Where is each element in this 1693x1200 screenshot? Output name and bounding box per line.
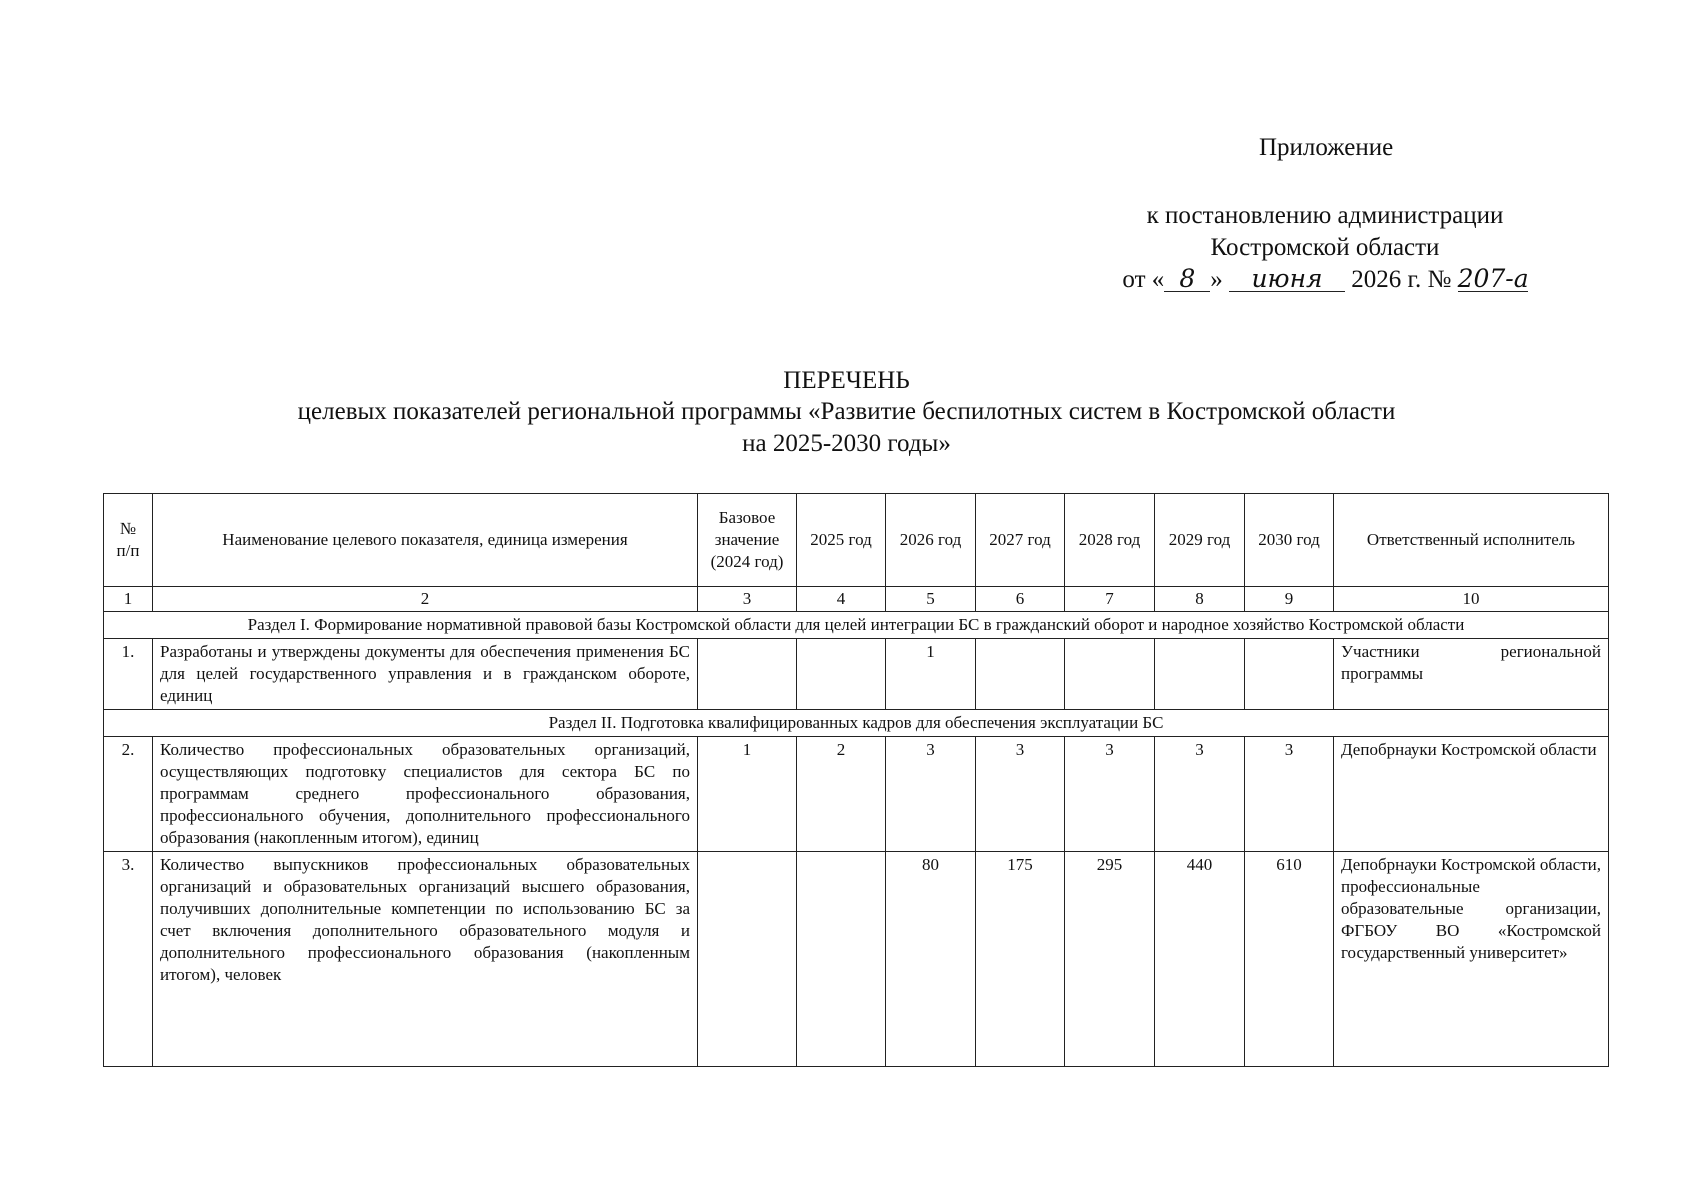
column-number: 7: [1065, 587, 1155, 612]
indicators-table: [103, 493, 1609, 1067]
document-subtitle: [0, 396, 1693, 460]
subtitle-line-1: целевых показателей региональной программы «Развитие беспилотных систем в Костромской области: [297, 398, 1396, 425]
table-row: [104, 852, 1609, 1067]
column-number: 4: [797, 587, 886, 612]
section-1-row: [104, 612, 1609, 639]
row-2025: [797, 639, 886, 710]
row-2029: 3: [1155, 737, 1245, 852]
date-mid: »: [1210, 266, 1223, 293]
section-1-title: Раздел I. Формирование нормативной правовой базы Костромской области для целей интеграции БС в гражданский оборот и народное хозяйство Костромской области: [104, 612, 1609, 639]
row-executor: Участники региональной программы: [1334, 639, 1609, 710]
column-number: 5: [886, 587, 976, 612]
row-2028: [1065, 639, 1155, 710]
table-header-row: [104, 494, 1609, 587]
column-number: 1: [104, 587, 153, 612]
handwritten-day: 8: [1164, 267, 1210, 292]
header-2026: 2026 год: [886, 494, 976, 587]
row-2027: 175: [976, 852, 1065, 1067]
decree-date-line: [1105, 264, 1545, 296]
header-2025: 2025 год: [797, 494, 886, 587]
column-number: 2: [153, 587, 698, 612]
row-2030: [1245, 639, 1334, 710]
table-row: [104, 639, 1609, 710]
date-prefix: от «: [1122, 266, 1165, 293]
column-number: 10: [1334, 587, 1609, 612]
appendix-label: Приложение: [1259, 134, 1394, 161]
row-executor: Депобрнауки Костромской области: [1334, 737, 1609, 852]
row-base: [698, 852, 797, 1067]
row-2030: 610: [1245, 852, 1334, 1067]
row-name: Количество выпускников профессиональных образовательных организаций и образовательных организаций высшего образования, получивших дополнительные компетенции по использованию БС за счет включения дополнительного образовательного модуля и дополнительного профессионального образования (накопленным итогом), человек: [153, 852, 698, 1067]
row-2028: 295: [1065, 852, 1155, 1067]
row-2026: 1: [886, 639, 976, 710]
section-2-row: [104, 710, 1609, 737]
row-2027: [976, 639, 1065, 710]
decree-reference: [1105, 200, 1545, 296]
row-executor: Депобрнауки Костромской области, профессиональные образовательные организации, ФГБОУ ВО «Костромской государственный университет»: [1334, 852, 1609, 1067]
column-number: 6: [976, 587, 1065, 612]
column-number: 3: [698, 587, 797, 612]
column-number: 8: [1155, 587, 1245, 612]
header-executor: Ответственный исполнитель: [1334, 494, 1609, 587]
header-num: № п/п: [104, 494, 153, 587]
header-name: Наименование целевого показателя, единица измерения: [153, 494, 698, 587]
header-2027: 2027 год: [976, 494, 1065, 587]
header-2028: 2028 год: [1065, 494, 1155, 587]
table-row: [104, 737, 1609, 852]
header-base: Базовое значение (2024 год): [698, 494, 797, 587]
row-num: 2.: [104, 737, 153, 852]
header-2030: 2030 год: [1245, 494, 1334, 587]
row-2030: 3: [1245, 737, 1334, 852]
decree-line-1: к постановлению администрации: [1146, 202, 1504, 229]
row-num: 1.: [104, 639, 153, 710]
date-year: 2026 г. №: [1351, 266, 1452, 293]
handwritten-number: 207-а: [1457, 264, 1529, 293]
row-2029: [1155, 639, 1245, 710]
row-base: 1: [698, 737, 797, 852]
row-num: 3.: [104, 852, 153, 1067]
row-2028: 3: [1065, 737, 1155, 852]
subtitle-line-2: на 2025-2030 годы»: [742, 430, 951, 457]
decree-line-2: Костромской области: [1210, 234, 1440, 261]
row-name: Разработаны и утверждены документы для обеспечения применения БС для целей государственного управления и в гражданском обороте, единиц: [153, 639, 698, 710]
document-title: ПЕРЕЧЕНЬ: [783, 367, 910, 394]
column-number-row: [104, 587, 1609, 612]
row-2025: [797, 852, 886, 1067]
row-base: [698, 639, 797, 710]
row-2029: 440: [1155, 852, 1245, 1067]
section-2-title: Раздел II. Подготовка квалифицированных кадров для обеспечения эксплуатации БС: [104, 710, 1609, 737]
row-2026: 3: [886, 737, 976, 852]
row-2025: 2: [797, 737, 886, 852]
row-2026: 80: [886, 852, 976, 1067]
row-name: Количество профессиональных образовательных организаций, осуществляющих подготовку специалистов для сектора БС по программам среднего профессионального образования, профессионального обучения, дополнительного профессионального образования (накопленным итогом), единиц: [153, 737, 698, 852]
column-number: 9: [1245, 587, 1334, 612]
row-2027: 3: [976, 737, 1065, 852]
header-2029: 2029 год: [1155, 494, 1245, 587]
handwritten-month: июня: [1229, 267, 1345, 292]
